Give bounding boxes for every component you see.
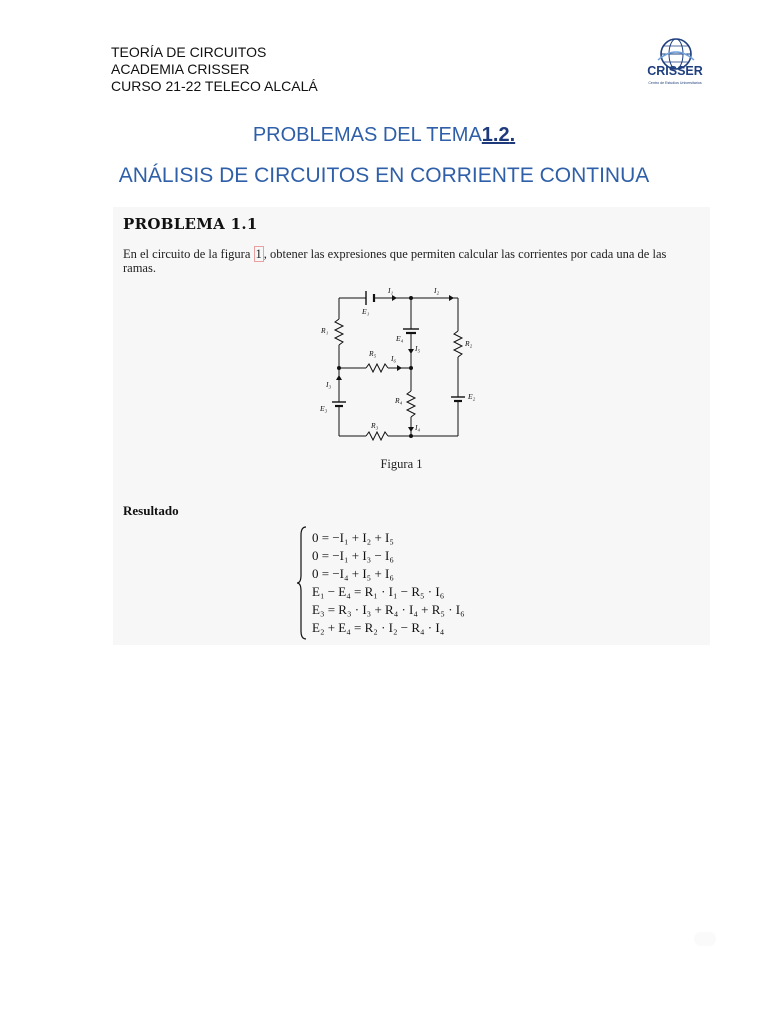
label-R2: R₂ bbox=[465, 339, 473, 348]
equation: E₁ − E₄ = R₁ · I₁ − R₅ · I₆ bbox=[312, 584, 445, 599]
equation: E₂ + E₄ = R₂ · I₂ − R₄ · I₄ bbox=[312, 620, 445, 635]
label-R5: R₅ bbox=[369, 349, 377, 358]
problem-block bbox=[113, 207, 710, 645]
header-course-subject: TEORÍA DE CIRCUITOS bbox=[111, 44, 267, 60]
label-E1: E₁ bbox=[362, 307, 370, 316]
equation-brace bbox=[296, 525, 308, 641]
figure-reference-link[interactable]: 1 bbox=[255, 247, 262, 261]
header-course-year: CURSO 21-22 TELECO ALCALÁ bbox=[111, 78, 318, 94]
figure-caption: Figura 1 bbox=[380, 457, 423, 471]
label-I3: I₃ bbox=[326, 380, 332, 389]
equation: 0 = −I₄ + I₅ + I₆ bbox=[312, 566, 394, 581]
label-E2: E₂ bbox=[468, 392, 476, 401]
label-R1: R₁ bbox=[321, 326, 329, 335]
equation: 0 = −I₁ + I₂ + I₅ bbox=[312, 530, 394, 545]
label-I2: I₂ bbox=[434, 286, 440, 295]
logo-subtext: Centro de Estudios Universitarios bbox=[648, 81, 702, 85]
header-academy: ACADEMIA CRISSER bbox=[111, 61, 250, 77]
label-R4: R₄ bbox=[395, 396, 403, 405]
page-subtitle: ANÁLISIS DE CIRCUITOS EN CORRIENTE CONTINUA bbox=[118, 164, 650, 187]
title-suffix: . bbox=[509, 124, 516, 146]
label-E4: E₄ bbox=[396, 334, 404, 343]
label-R3: R₃ bbox=[371, 421, 379, 430]
equation: E₃ = R₃ · I₃ + R₄ · I₄ + R₅ · I₆ bbox=[312, 602, 465, 617]
equation-system bbox=[312, 529, 465, 637]
equation: 0 = −I₁ + I₃ − I₆ bbox=[312, 548, 394, 563]
problem-heading: PROBLEMA 1.1 bbox=[123, 215, 258, 233]
crisser-logo bbox=[636, 34, 714, 90]
circuit-diagram bbox=[308, 283, 478, 448]
label-I4: I₄ bbox=[415, 423, 421, 432]
label-I5: I₅ bbox=[415, 344, 421, 353]
label-I6: I₆ bbox=[391, 354, 397, 363]
title-prefix: PROBLEMAS DEL TEMA bbox=[252, 124, 482, 146]
label-I1: I₁ bbox=[388, 286, 394, 295]
logo-text: CRISSER bbox=[647, 64, 703, 78]
label-E3: E₃ bbox=[320, 404, 328, 413]
page-title bbox=[0, 124, 768, 147]
result-heading: Resultado bbox=[123, 503, 179, 518]
problem-statement bbox=[123, 247, 698, 275]
page-mark bbox=[694, 932, 716, 946]
statement-text-end: , obtener las expresiones que permiten calcular las corrientes por cada una de las ramas. bbox=[123, 247, 667, 275]
statement-text-start: En el circuito de la figura bbox=[123, 247, 254, 261]
title-number: 1.2 bbox=[481, 124, 510, 146]
document-header bbox=[111, 44, 318, 95]
